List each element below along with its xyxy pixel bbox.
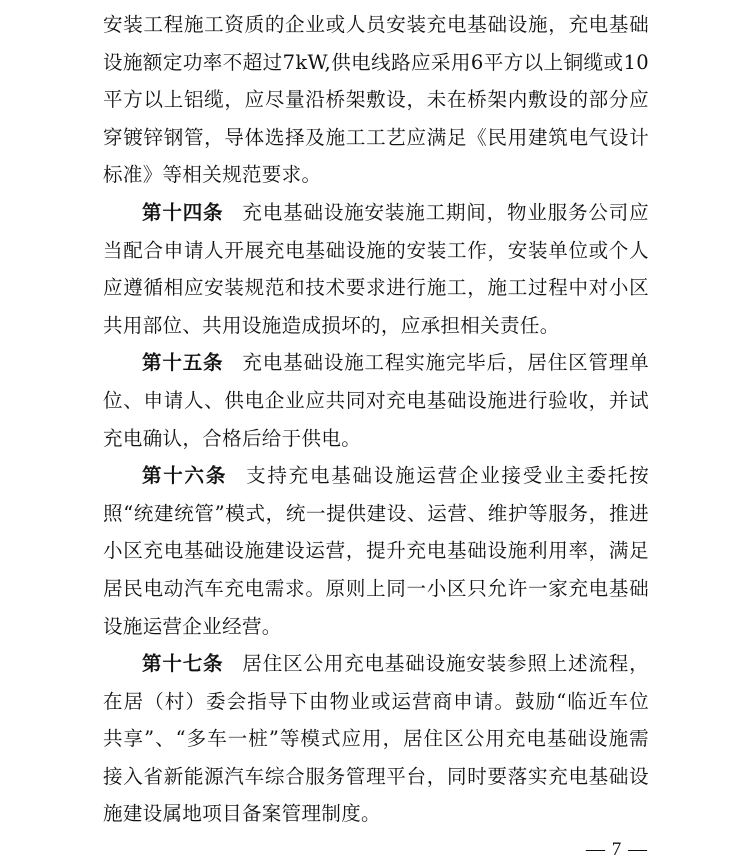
- article-15-paragraph: [103, 344, 649, 457]
- article-14-text: 充电基础设施安装施工期间，物业服务公司应当配合申请人开展充电基础设施的安装工作，安装单位或个人应遵循相应安装规范和技术要求进行施工，施工过程中对小区共用部位、共用设施造成损坏的，应承担相关责任。: [103, 200, 649, 337]
- article-14-paragraph: [103, 194, 649, 344]
- page-number: — 7 —: [586, 839, 648, 860]
- article-14-heading: 第十四条: [142, 200, 224, 224]
- article-17-paragraph: [103, 645, 649, 833]
- article-17-text: 居住区公用充电基础设施安装参照上述流程，在居（村）委会指导下由物业或运营商申请。鼓励“临近车位共享”、“多车一桩”等模式应用，居住区公用充电基础设施需接入省新能源汽车综合服务管理平台，同时要落实充电基础设施建设属地项目备案管理制度。: [103, 652, 649, 826]
- paragraph-continuation: [103, 6, 649, 194]
- article-16-paragraph: [103, 457, 649, 645]
- article-17-heading: 第十七条: [142, 652, 224, 676]
- article-16-text: 支持充电基础设施运营企业接受业主委托按照“统建统管”模式，统一提供建设、运营、维护等服务，推进小区充电基础设施建设运营，提升充电基础设施利用率，满足居民电动汽车充电需求。原则上同一小区只允许一家充电基础设施运营企业经营。: [103, 464, 649, 638]
- document-page: [103, 6, 649, 833]
- article-15-text: 充电基础设施工程实施完毕后，居住区管理单位、申请人、供电企业应共同对充电基础设施进行验收，并试充电确认，合格后给于供电。: [103, 351, 649, 450]
- article-16-heading: 第十六条: [142, 464, 228, 488]
- article-15-heading: 第十五条: [142, 351, 224, 375]
- paragraph-text: 安装工程施工资质的企业或人员安装充电基础设施，充电基础设施额定功率不超过7kW,供电线路应采用6平方以上铜缆或10平方以上铝缆，应尽量沿桥架敷设，未在桥架内敷设的部分应穿镀锌钢管，导体选择及施工工艺应满足《民用建筑电气设计标准》等相关规范要求。: [103, 13, 649, 187]
